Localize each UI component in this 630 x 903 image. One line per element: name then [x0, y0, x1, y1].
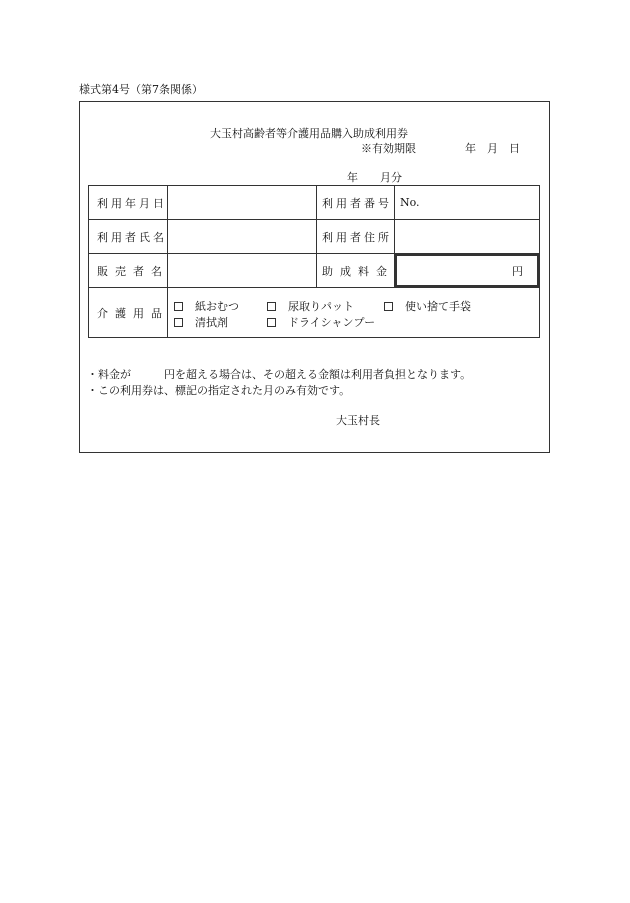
user-name-field[interactable]: [168, 220, 315, 253]
checkbox-icon[interactable]: [174, 318, 183, 327]
item-label: 紙おむつ: [195, 300, 239, 313]
item-label: 尿取りパット: [288, 300, 354, 313]
use-date-field[interactable]: [168, 186, 315, 219]
item-dry-shampoo[interactable]: [267, 314, 375, 330]
user-name-label: 利用者氏名: [97, 230, 167, 244]
user-address-label: 利用者住所: [322, 230, 392, 244]
note-validity: ・この利用券は、標記の指定された月のみ有効です。: [87, 384, 351, 397]
month-label: 年 月分: [347, 171, 402, 184]
item-disposable-gloves[interactable]: [384, 298, 471, 314]
column-divider: [316, 186, 317, 287]
checkbox-icon[interactable]: [267, 302, 276, 311]
note-price-limit: ・料金が 円を超える場合は、その超える金額は利用者負担となります。: [87, 368, 472, 381]
subsidy-label: 助成料金: [322, 264, 394, 278]
validity-date: 年 月 日: [465, 142, 520, 155]
item-paper-diaper[interactable]: [174, 298, 239, 314]
item-label: ドライシャンプー: [288, 316, 376, 329]
seller-field[interactable]: [168, 254, 315, 287]
seller-label: 販売者名: [97, 264, 169, 278]
item-label: 使い捨て手袋: [405, 300, 471, 313]
care-goods-label: 介護用品: [97, 306, 169, 320]
yen-unit: 円: [512, 264, 523, 278]
item-label: 清拭剤: [195, 316, 228, 329]
form-number-label: 様式第4号（第7条関係）: [79, 83, 203, 96]
item-wipe-agent[interactable]: [174, 314, 228, 330]
user-number-label: 利用者番号: [322, 196, 392, 210]
checkbox-icon[interactable]: [384, 302, 393, 311]
user-number-field[interactable]: No.: [400, 196, 420, 209]
ticket-table: [88, 185, 540, 338]
checkbox-icon[interactable]: [174, 302, 183, 311]
validity-label: ※有効期限: [361, 142, 416, 155]
item-urine-pad[interactable]: [267, 298, 354, 314]
ticket-title: 大玉村高齢者等介護用品購入助成利用券: [210, 127, 408, 140]
subsidy-amount-field[interactable]: [395, 254, 539, 287]
checkbox-icon[interactable]: [267, 318, 276, 327]
mayor-signature: 大玉村長: [336, 414, 380, 427]
user-address-field[interactable]: [395, 220, 539, 253]
use-date-label: 利用年月日: [97, 196, 167, 210]
